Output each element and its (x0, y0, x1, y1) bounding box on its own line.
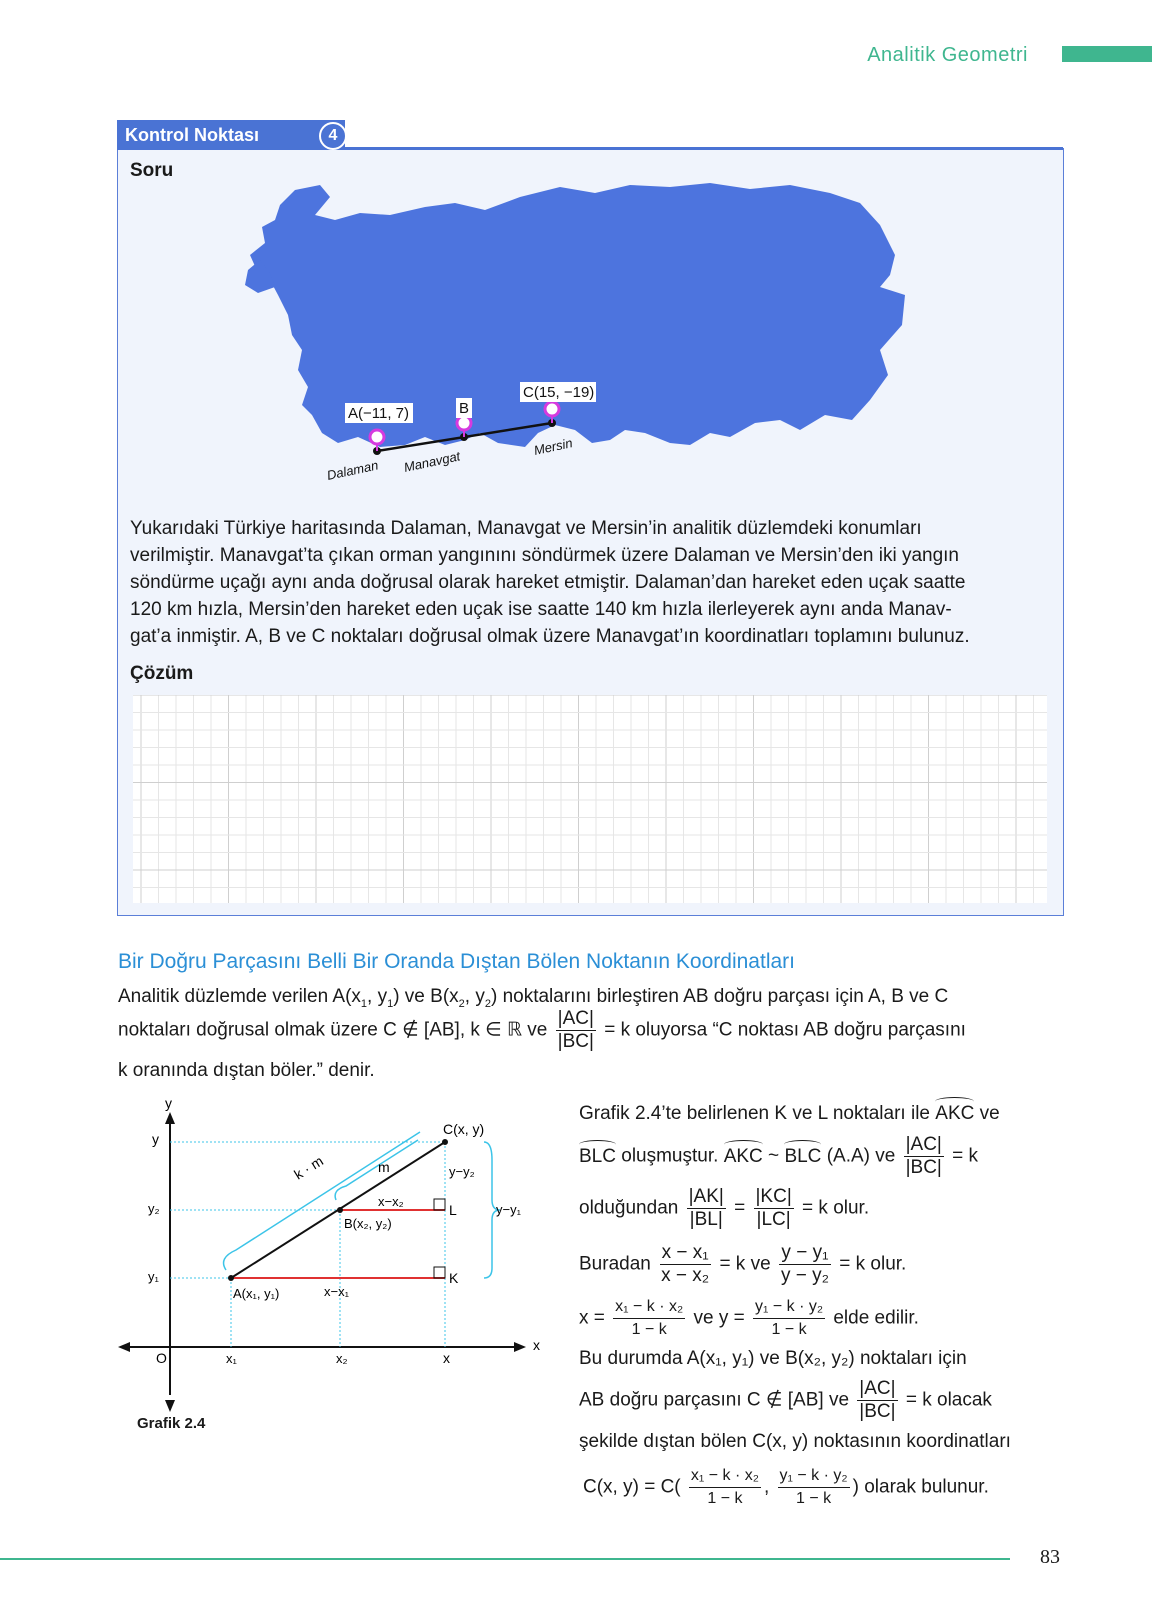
right-line-4: Buradan $\frac{\text{x − x₁}}{\text{x − x₂}}$ = k ve $\frac{\text{y − y₁}}{\text{y − y₂}}$ = k olur. (579, 1242, 907, 1286)
point-l-label: L (449, 1202, 457, 1218)
kontrol-noktasi-label: Kontrol Noktası (125, 125, 260, 145)
right-line-8: şekilde dıştan bölen C(x, y) noktasının koordinatları (579, 1431, 1011, 1452)
section-title: Bir Doğru Parçasını Belli Bir Oranda Dıştan Bölen Noktanın Koordinatları (118, 950, 795, 973)
origin-label: O (156, 1350, 167, 1366)
right-line-2: BLC oluşmuştur. AKC ~ BLC (A.A) ve $\frac{|AC|}{|BC|}$ = k (579, 1134, 979, 1178)
chapter-title: Analitik Geometri (867, 44, 1028, 66)
section-line-3: k oranında dıştan böler.” denir. (118, 1060, 375, 1081)
city-mersin: Mersin (532, 435, 574, 458)
right-line-7: AB doğru parçasını C ∉ [AB] ve $\frac{|AC|}{|BC|}$ = k olacak (579, 1378, 992, 1422)
graph-caption: Grafik 2.4 (137, 1415, 206, 1432)
city-manavgat: Manavgat (402, 448, 462, 475)
footer-line (0, 1558, 1010, 1560)
point-k-label: K (449, 1270, 459, 1286)
y-axis-arrow-icon (165, 1112, 175, 1124)
kontrol-noktasi-topline (345, 147, 1063, 150)
soru-heading: Soru (130, 160, 174, 181)
right-line-1: Grafik 2.4’te belirlenen K ve L noktaları ile AKC ve (579, 1103, 1000, 1124)
tick-y1: y₁ (148, 1269, 159, 1284)
label-x-x2: x−x₂ (378, 1194, 404, 1209)
section-line-1: Analitik düzlemde verilen $A(x_1$, $y_1$) ve $B(x_2$, $y_2$) noktalarını birleştiren AB doğru parçası için A, B ve C (118, 986, 949, 1010)
graph-2-4 (118, 1100, 568, 1440)
right-line-3: olduğundan $\frac{|AK|}{|BL|}$ = $\frac{|KC|}{|LC|}$ = k olur. (579, 1186, 870, 1230)
x-axis-arrow-icon (514, 1342, 526, 1352)
problem-text (130, 515, 1050, 650)
problem-line: Yukarıdaki Türkiye haritasında Dalaman, Manavgat ve Mersin’in analitik düzlemdeki konumları (130, 518, 922, 539)
solution-grid[interactable] (133, 695, 1047, 903)
right-line-6: Bu durumda A(x₁, y₁) ve B(x₂, y₂) noktaları için (579, 1348, 967, 1369)
city-dalaman: Dalaman (325, 457, 380, 483)
label-a: A(−11, 7) (348, 405, 410, 422)
tick-x1: x₁ (226, 1351, 237, 1366)
point-b-label: B(x₂, y₂) (344, 1216, 392, 1231)
label-y-y1: y−y₁ (496, 1202, 521, 1217)
label-y-y2: y−y₂ (449, 1164, 475, 1179)
x-axis-label: x (533, 1337, 540, 1353)
kontrol-noktasi-tab (117, 120, 345, 150)
problem-line: söndürme uçağı aynı anda doğrusal olarak hareket etmiştir. Dalaman’dan hareket eden uçak saatte (130, 572, 966, 593)
y-axis-label: y (165, 1100, 172, 1111)
page-number: 83 (1040, 1546, 1060, 1568)
tick-x: x (443, 1350, 450, 1366)
point-c-label: C(x, y) (443, 1121, 485, 1137)
label-x-x1: x−x₁ (324, 1284, 349, 1299)
problem-line: verilmiştir. Manavgat’ta çıkan orman yangınını söndürmek üzere Dalaman ve Mersin’den iki yangın (130, 545, 959, 566)
right-line-9: C(x, y) = C( $\frac{\text{x₁ − k · x₂}}{1 - k}$ , $\frac{\text{y₁ − k · y₂}}{1 - k}$ ) olarak bulunur. (583, 1467, 989, 1507)
tick-y: y (152, 1131, 159, 1147)
label-c: C(15, −19) (523, 384, 595, 401)
problem-line: gat’a inmiştir. A, B ve C noktaları doğrusal olmak üzere Manavgat’ın koordinatları toplamını bulunuz. (130, 626, 970, 647)
cozum-heading: Çözüm (130, 663, 194, 684)
label-m: m (378, 1159, 390, 1175)
tick-x2: x₂ (336, 1351, 348, 1366)
turkey-map (240, 175, 930, 495)
right-line-5: x = $\frac{\text{x₁ − k · x₂}}{1 - k}$ ve y = $\frac{\text{y₁ − k · y₂}}{1 - k}$ elde edilir. (579, 1298, 919, 1338)
point-a-label: A(x₁, y₁) (233, 1286, 280, 1301)
kontrol-noktasi-number: 4 (319, 122, 347, 150)
tick-y2: y₂ (148, 1201, 160, 1216)
pin-a-icon (370, 430, 384, 451)
label-b: B (459, 400, 470, 417)
header-accent-bar (1062, 46, 1152, 62)
section-line-2: noktaları doğrusal olmak üzere C ∉ [AB], k ∈ ℝ ve $\frac{|AC|}{|BC|}$ = k oluyorsa “C noktası AB doğru parçasını (118, 1008, 966, 1052)
label-km: k · m (291, 1152, 326, 1183)
problem-line: 120 km hızla, Mersin’den hareket eden uçak ise saatte 140 km hızla ilerleyerek aynı anda Manav- (130, 599, 952, 620)
